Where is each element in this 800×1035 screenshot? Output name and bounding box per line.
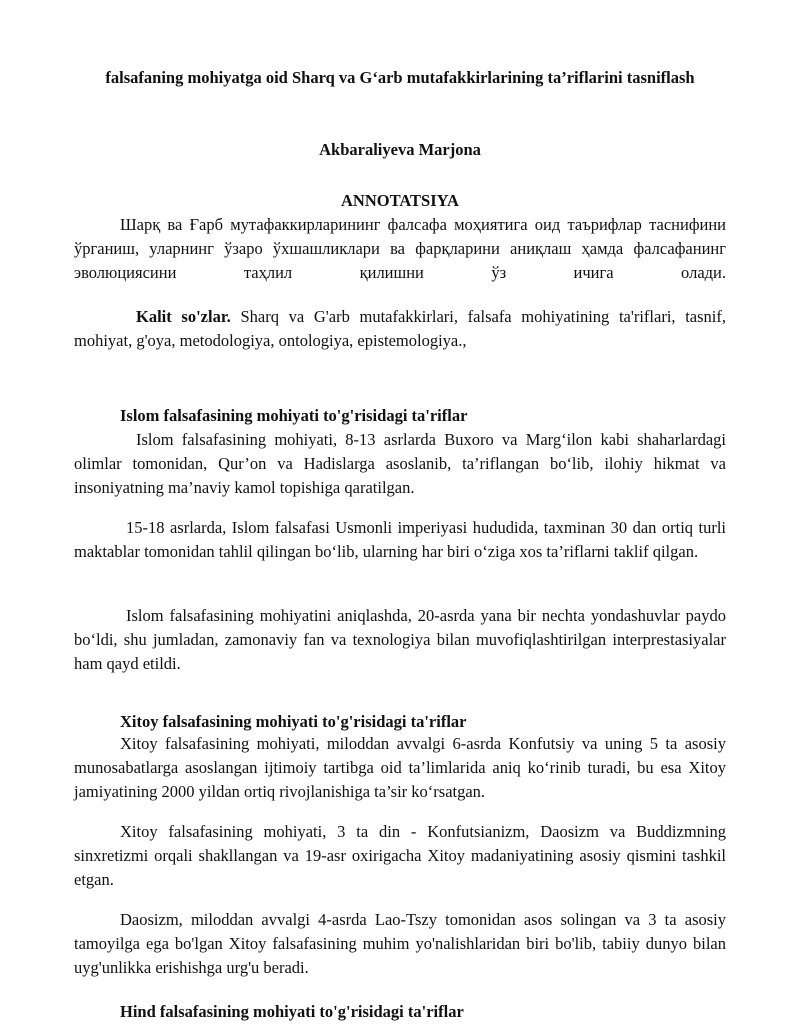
annotation-text: Шарқ ва Ғарб мутафаккирларининг фалсафа моҳиятига оид таърифлар таснифини ўрганиш, уларнинг ўзаро ўхшашликлари ва фарқларини аниқлаш ҳамда фалсафанинг эволюциясини таҳлил қилишни ўз ичига олади. (74, 215, 726, 282)
islam-paragraph-1: Islom falsafasining mohiyati, 8-13 asrlarda Buxoro va Marg‘ilon kabi shaharlardagi olimlar tomonidan, Qur’on va Hadislarga asoslanib, ta’riflangan bo‘lib, ilohiy hikmat va insoniyatning ma’naviy kamol topishiga qaratilgan. (74, 430, 726, 497)
islam-paragraph-2: 15-18 asrlarda, Islom falsafasi Usmonli imperiyasi hududida, taxminan 30 dan ortiq turli maktablar tomonidan tahlil qilingan bo‘lib, ularning har biri o‘ziga xos ta’riflarni taklif qilgan. (74, 518, 726, 561)
keywords-text: Sharq va G'arb mutafakkirlari, falsafa mohiyatining ta'riflari, tasnif, mohiyat, g'oya, metodologiya, ontologiya, epistemologiya., (74, 307, 726, 350)
islam-paragraph-3: Islom falsafasining mohiyatini aniqlashda, 20-asrda yana bir nechta yondashuvlar paydo bo‘ldi, shu jumladan, zamonaviy fan va texnologiya bilan muvofiqlashtirilgan interprestasiyalar ham qayd etildi. (74, 606, 726, 673)
china-paragraph-2: Xitoy falsafasining mohiyati, 3 ta din - Konfutsianizm, Daosizm va Buddizmning sinxretizmi orqali shakllangan va 19-asr oxirigacha Xitoy madaniyatining asosiy qismini tashkil etgan. (74, 822, 726, 889)
annotation-heading: ANNOTATSIYA (341, 191, 459, 210)
section-heading-india: Hind falsafasining mohiyati to'g'risidagi ta'riflar (120, 1002, 464, 1021)
china-paragraph-3: Daosizm, miloddan avvalgi 4-asrda Lao-Tszy tomonidan asos solingan va 3 ta asosiy tamoyilga ega bo'lgan Xitoy falsafasining muhim yo'nalishlaridan biri bo'lib, tabiiy dunyo bilan uyg'unlikka erishishga urg'u beradi. (74, 910, 726, 977)
keywords-paragraph (74, 305, 726, 353)
author-name: Akbaraliyeva Marjona (319, 140, 481, 159)
document-title: falsafaning mohiyatga oid Sharq va G‘arb mutafakkirlarining ta’riflarini tasniflash (105, 68, 695, 87)
section-heading-china: Xitoy falsafasining mohiyati to'g'risidagi ta'riflar (120, 712, 467, 731)
section-heading-islam: Islom falsafasining mohiyati to'g'risidagi ta'riflar (120, 406, 468, 425)
keywords-label: Kalit so'zlar. (136, 307, 231, 326)
china-paragraph-1: Xitoy falsafasining mohiyati, miloddan avvalgi 6-asrda Konfutsiy va uning 5 ta asosiy munosabatlarga asoslangan ijtimoiy tartibga oid ta’limlarida aniq ko‘rinib turadi, bu esa Xitoy jamiyatining 2000 yildan ortiq rivojlanishiga ta’sir ko‘rsatgan. (74, 734, 726, 801)
